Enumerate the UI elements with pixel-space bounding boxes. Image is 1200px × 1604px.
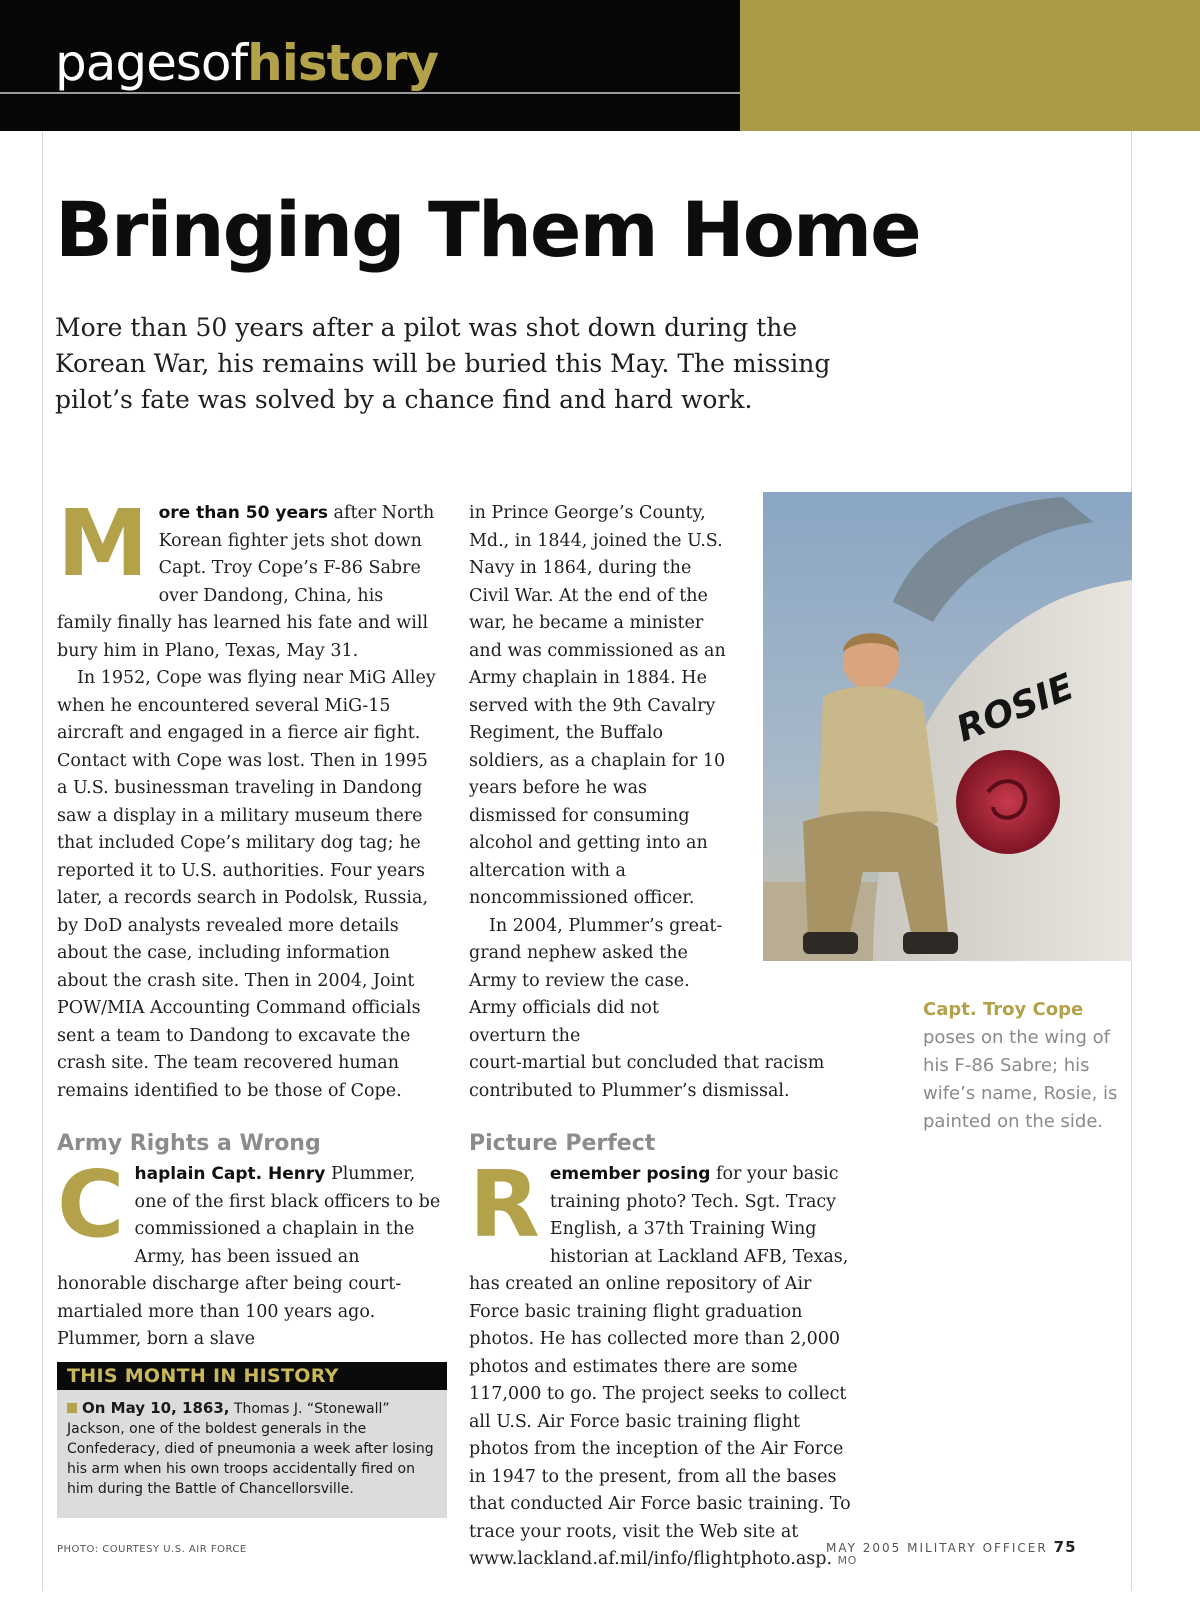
history-body-text: Thomas J. “Stonewall” Jackson, one of the boldest generals in the Confederacy, died of pneumonia a week after losing his arm when his own troops accidentally fired on him during the Battle of Chancellorsville. xyxy=(67,1401,434,1497)
story2-text-1a: Plummer, one of the first black officers to be commissioned a chaplain in the Army, has been issued an honorable discharge after being court-martialed more than 100 years ago. Plummer, born a slave xyxy=(57,1164,441,1349)
section-title-light: pagesof xyxy=(55,34,248,92)
story1-text-1: after North Korean fighter jets shot down Capt. Troy Cope’s F-86 Sabre over Dandong, China, his family finally has learned his fate and will bury him in Plano, Texas, May 31. xyxy=(57,503,435,661)
story2-paragraph-1b: in Prince George’s County, Md., in 1844, joined the U.S. Navy in 1864, during the Civil War. At the end of the war, he became a minister and was commissioned as an Army chaplain in 1884. He served with the 9th Cavalry Regiment, the Buffalo soldiers, as a chaplain for 10 years before he was dismissed for consuming alcohol and getting into an altercation with a noncommissioned officer. xyxy=(469,503,726,908)
folio xyxy=(826,1538,1077,1556)
story2-dropcap: C xyxy=(57,1151,125,1258)
photo-rose xyxy=(956,750,1060,854)
story2-paragraph-1a xyxy=(57,1151,442,1354)
story2-paragraph-2b: court-martial but concluded that racism contributed to Plummer’s dismissal. xyxy=(469,1053,825,1101)
photo-aircraft-lettering: ROSIE xyxy=(951,666,1080,751)
story3-text-1: for your basic training photo? Tech. Sgt. Tracy English, a 37th Training Wing historian at Lackland AFB, Texas, has created an online repository of Air Force basic training flight graduation photos. He has collected more than 2,000 photos and estimates there are some 117,000 to go. The project seeks to collect all U.S. Air Force basic training flight photos from the inception of the Air Force in 1947 to the present, from all the bases that conducted Air Force basic training. To trace your roots, visit the Web site at www.lackland.af.mil/info/flightphoto.asp. xyxy=(469,1164,851,1569)
history-box-text xyxy=(57,1390,447,1499)
photo-pilot-boot-right xyxy=(903,932,958,954)
deck: More than 50 years after a pilot was shot down during the Korean War, his remains will be buried this May. The missing pilot’s fate was solved by a chance find and hard work. xyxy=(55,313,831,414)
page-number: 75 xyxy=(1053,1538,1077,1556)
story2-lead: haplain Capt. Henry xyxy=(134,1164,326,1184)
section-title xyxy=(55,28,438,98)
story1-paragraph-2: In 1952, Cope was flying near MiG Alley when he encountered several MiG-15 aircraft and engaged in a fierce air fight. Contact with Cope was lost. Then in 1995 a U.S. businessman traveling in Dandong saw a display in a military museum there that included Cope’s military dog tag; he reported it to U.S. authorities. Four years later, a records search in Podolsk, Russia, by DoD analysts revealed more details about the case, including information about the crash site. Then in 2004, Joint POW/MIA Accounting Command officials sent a team to Dandong to excavate the crash site. The team recovered human remains identified to be those of Cope. xyxy=(57,668,436,1101)
story1-lead: ore than 50 years xyxy=(158,503,328,523)
photo-illustration xyxy=(763,492,1132,961)
history-highlight: On May 10, 1863, xyxy=(82,1399,230,1417)
page-frame-left xyxy=(42,131,43,1591)
header-accent-band xyxy=(740,0,1200,131)
story3-dropcap: R xyxy=(469,1151,540,1258)
story3-lead: emember posing xyxy=(549,1164,711,1184)
this-month-in-history-box xyxy=(57,1362,447,1518)
photo-pilot-boot-left xyxy=(803,932,858,954)
caption-text: poses on the wing of his F-86 Sabre; his wife’s name, Rosie, is painted on the side. xyxy=(923,1027,1118,1132)
story2-subhead: Army Rights a Wrong xyxy=(57,1131,321,1156)
story1-dropcap: M xyxy=(57,490,149,597)
story2-paragraph-2a: In 2004, Plummer’s great-grand nephew asked the Army to review the case. Army officials did not overturn the xyxy=(469,915,723,1046)
story3-subhead: Picture Perfect xyxy=(469,1131,656,1156)
story1-paragraph-1 xyxy=(57,490,442,665)
folio-text: MAY 2005 MILITARY OFFICER xyxy=(826,1541,1048,1555)
photo-credit: PHOTO: COURTESY U.S. AIR FORCE xyxy=(57,1544,247,1555)
caption-name: Capt. Troy Cope xyxy=(923,999,1084,1020)
photo-caption xyxy=(923,996,1123,1136)
bullet-square-icon xyxy=(67,1403,77,1413)
section-title-bold: history xyxy=(247,34,439,92)
column-left xyxy=(57,490,442,1354)
headline: Bringing Them Home xyxy=(55,185,920,274)
photo-pilot-with-aircraft xyxy=(763,492,1132,961)
story3-paragraph-1 xyxy=(469,1151,859,1575)
history-box-title: THIS MONTH IN HISTORY xyxy=(57,1362,447,1390)
story3-signoff: MO xyxy=(837,1554,857,1567)
